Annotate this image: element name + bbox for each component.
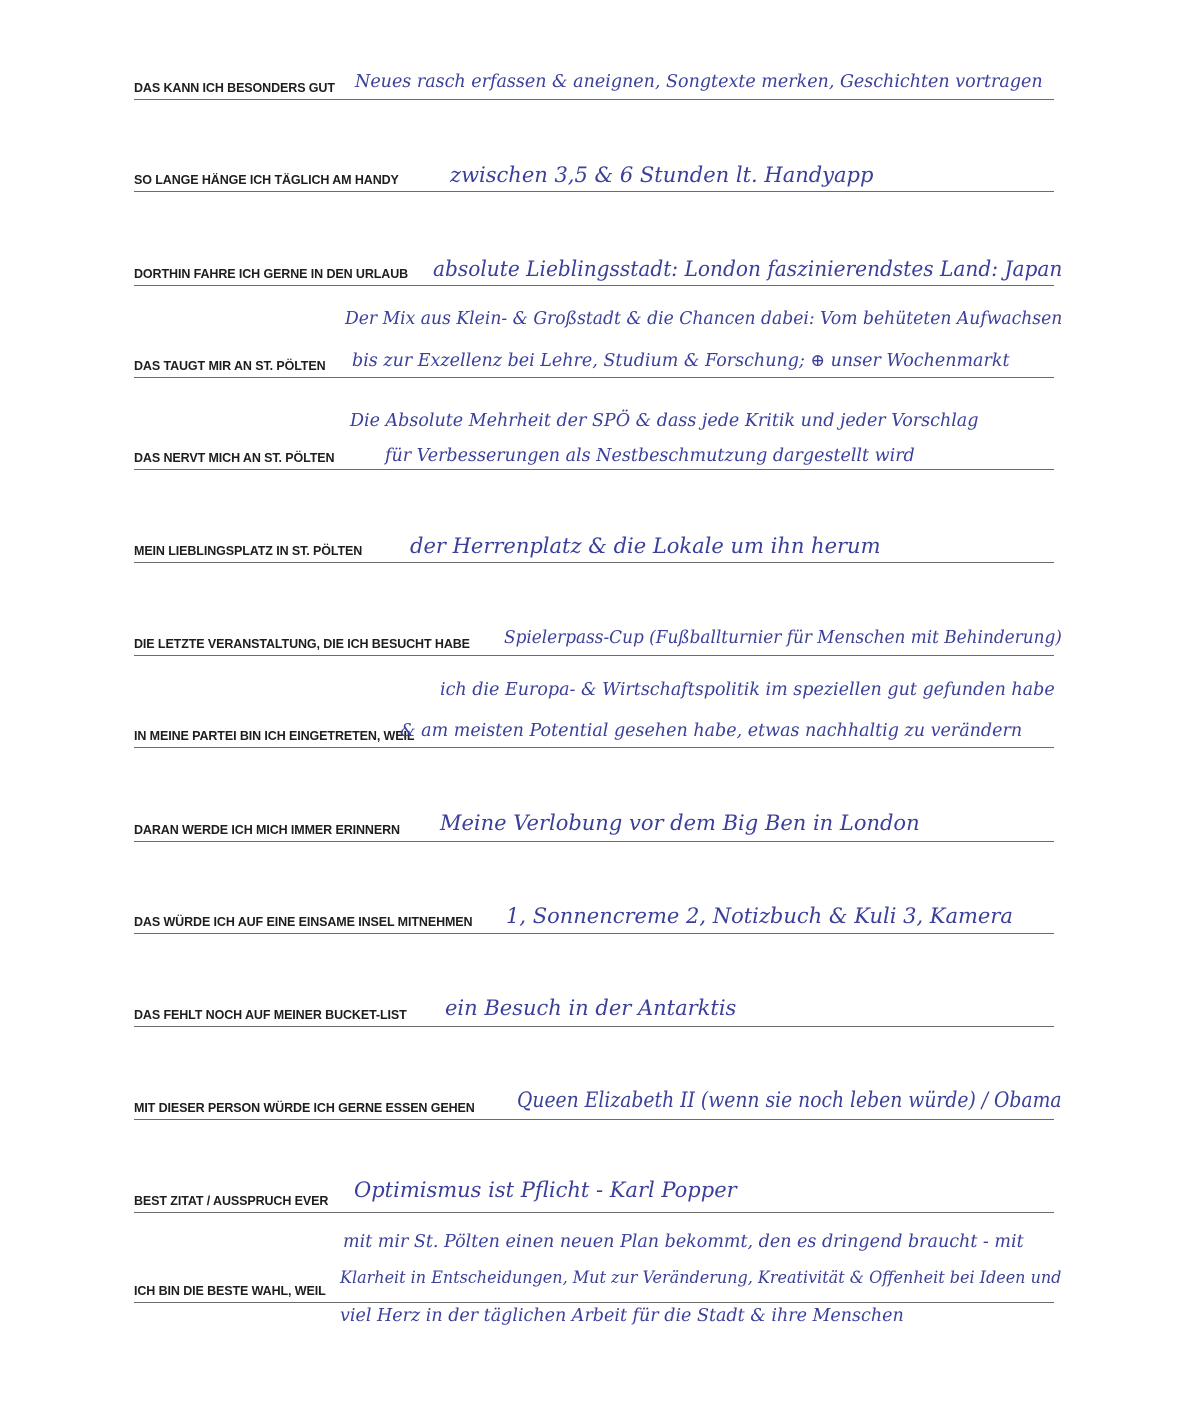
- answer-line: [134, 747, 1054, 748]
- answer-line: [134, 1026, 1054, 1027]
- handwritten-answer: bis zur Exzellenz bei Lehre, Studium & Forschung; ⊕ unser Wochenmarkt: [352, 351, 1010, 371]
- handwritten-answer: viel Herz in der täglichen Arbeit für die Stadt & ihre Menschen: [340, 1306, 904, 1326]
- field-label: BEST ZITAT / AUSSPRUCH EVER: [134, 1194, 329, 1208]
- field-label: DAS WÜRDE ICH AUF EINE EINSAME INSEL MITNEHMEN: [134, 915, 473, 929]
- field-label: DIE LETZTE VERANSTALTUNG, DIE ICH BESUCHT HABE: [134, 637, 470, 651]
- handwritten-answer: Der Mix aus Klein- & Großstadt & die Chancen dabei: Vom behüteten Aufwachsen: [345, 309, 1063, 329]
- answer-line: [134, 562, 1054, 563]
- handwritten-answer: absolute Lieblingsstadt: London faszinierendstes Land: Japan: [433, 257, 1063, 281]
- handwritten-answer: für Verbesserungen als Nestbeschmutzung dargestellt wird: [385, 446, 915, 466]
- handwritten-answer: Die Absolute Mehrheit der SPÖ & dass jede Kritik und jeder Vorschlag: [350, 411, 979, 431]
- handwritten-answer: Klarheit in Entscheidungen, Mut zur Veränderung, Kreativität & Offenheit bei Ideen und: [340, 1268, 1062, 1287]
- answer-line: [134, 1302, 1054, 1303]
- handwritten-answer: Neues rasch erfassen & aneignen, Songtexte merken, Geschichten vortragen: [355, 72, 1043, 92]
- answer-line: [134, 99, 1054, 100]
- field-label: DAS KANN ICH BESONDERS GUT: [134, 81, 335, 95]
- answer-line: [134, 377, 1054, 378]
- field-label: DAS FEHLT NOCH AUF MEINER BUCKET-LIST: [134, 1008, 407, 1022]
- handwritten-answer: 1, Sonnencreme 2, Notizbuch & Kuli 3, Kamera: [506, 904, 1013, 928]
- field-label: DORTHIN FAHRE ICH GERNE IN DEN URLAUB: [134, 267, 409, 281]
- handwritten-answer: mit mir St. Pölten einen neuen Plan bekommt, den es dringend braucht - mit: [343, 1232, 1024, 1252]
- field-label: ICH BIN DIE BESTE WAHL, WEIL: [134, 1284, 326, 1298]
- answer-line: [134, 285, 1054, 286]
- answer-line: [134, 1119, 1054, 1120]
- answer-line: [134, 469, 1054, 470]
- handwritten-answer: Queen Elizabeth II (wenn sie noch leben würde) / Obama: [517, 1088, 1062, 1112]
- answer-line: [134, 655, 1054, 656]
- handwritten-answer: der Herrenplatz & die Lokale um ihn herum: [410, 534, 881, 558]
- answer-line: [134, 1212, 1054, 1213]
- field-label: IN MEINE PARTEI BIN ICH EINGETRETEN, WEIL: [134, 729, 415, 743]
- field-label: MIT DIESER PERSON WÜRDE ICH GERNE ESSEN GEHEN: [134, 1101, 475, 1115]
- answer-line: [134, 191, 1054, 192]
- handwritten-answer: ich die Europa- & Wirtschaftspolitik im speziellen gut gefunden habe: [440, 680, 1055, 700]
- handwritten-answer: & am meisten Potential gesehen habe, etwas nachhaltig zu verändern: [400, 721, 1023, 741]
- field-label: SO LANGE HÄNGE ICH TÄGLICH AM HANDY: [134, 173, 399, 187]
- field-label: DAS NERVT MICH AN ST. PÖLTEN: [134, 451, 335, 465]
- handwritten-answer: Optimismus ist Pflicht - Karl Popper: [354, 1178, 737, 1202]
- field-label: DARAN WERDE ICH MICH IMMER ERINNERN: [134, 823, 400, 837]
- handwritten-answer: Spielerpass-Cup (Fußballturnier für Menschen mit Behinderung): [504, 628, 1062, 648]
- answer-line: [134, 841, 1054, 842]
- handwritten-answer: zwischen 3,5 & 6 Stunden lt. Handyapp: [450, 163, 874, 187]
- handwritten-answer: ein Besuch in der Antarktis: [445, 996, 737, 1020]
- handwritten-answer: Meine Verlobung vor dem Big Ben in London: [440, 811, 920, 835]
- field-label: DAS TAUGT MIR AN ST. PÖLTEN: [134, 359, 326, 373]
- answer-line: [134, 933, 1054, 934]
- field-label: MEIN LIEBLINGSPLATZ IN ST. PÖLTEN: [134, 544, 363, 558]
